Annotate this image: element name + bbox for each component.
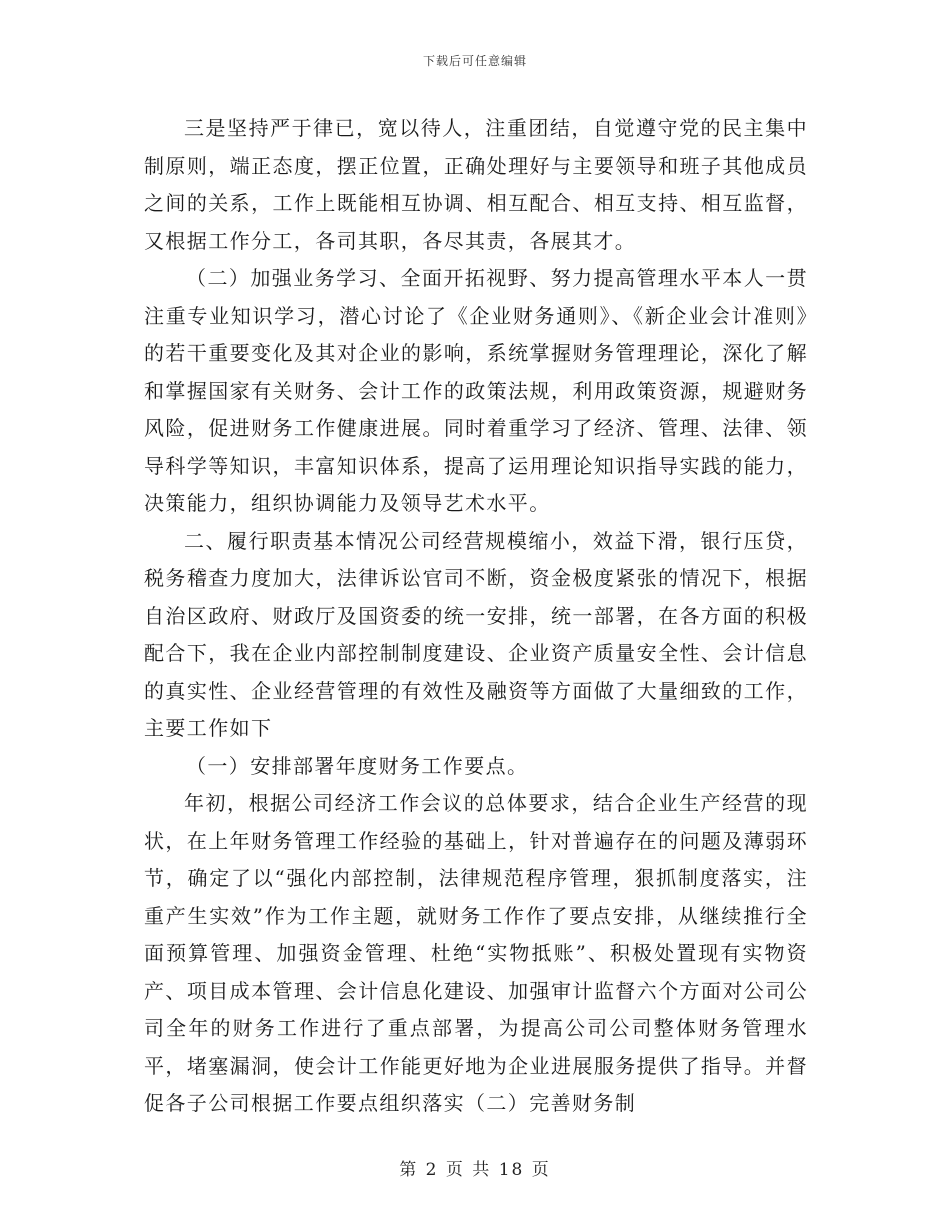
page-header: 下载后可任意编辑	[422, 54, 527, 68]
paragraph-discipline: 三是坚持严于律已，宽以待人，注重团结，自觉遵守党的民主集中制原则，端正态度，摆正位置，正确处理好与主要领导和班子其他成员之间的关系，工作上既能相互协调、相互配合、相互支持、相互监督，又根据工作分工，各司其职，各尽其责，各展其才。	[144, 116, 808, 253]
paragraph-annual-plan: 年初，根据公司经济工作会议的总体要求，结合企业生产经营的现状，在上年财务管理工作经验的基础上，针对普遍存在的问题及薄弱环节，确定了以“强化内部控制，法律规范程序管理，狠抓制度落实，注重产生实效”作为工作主题，就财务工作作了要点安排，从继续推行全面预算管理、加强资金管理、杜绝“实物抵账”、积极处置现有实物资产、项目成本管理、会计信息化建设、加强审计监督六个方面对公司公司全年的财务工作进行了重点部署，为提高公司公司整体财务管理水平，堵塞漏洞，使会计工作能更好地为企业进展服务提供了指导。并督促各子公司根据工作要点组织落实（二）完善财务制	[144, 791, 808, 1115]
page-footer: 第 2 页 共 18 页	[399, 1160, 551, 1180]
document-body	[144, 110, 808, 1123]
paragraph-duty-performance: 二、履行职责基本情况公司经营规模缩小，效益下滑，银行压贷，税务稽查力度加大，法律诉讼官司不断，资金极度紧张的情况下，根据自治区政府、财政厅及国资委的统一安排，统一部署，在各方面的积极配合下，我在企业内部控制制度建设、企业资产质量安全性、会计信息的真实性、企业经营管理的有效性及融资等方面做了大量细致的工作，主要工作如下	[144, 528, 808, 740]
paragraph-business-study: （二）加强业务学习、全面开拓视野、努力提高管理水平本人一贯注重专业知识学习，潜心讨论了《企业财务通则》、《新企业会计准则》的若干重要变化及其对企业的影响，系统掌握财务管理理论，深化了解和掌握国家有关财务、会计工作的政策法规，利用政策资源，规避财务风险，促进财务工作健康进展。同时着重学习了经济、管理、法律、领导科学等知识，丰富知识体系，提高了运用理论知识指导实践的能力，决策能力，组织协调能力及领导艺术水平。	[144, 266, 808, 515]
paragraph-section-heading: （一）安排部署年度财务工作要点。	[186, 753, 529, 778]
